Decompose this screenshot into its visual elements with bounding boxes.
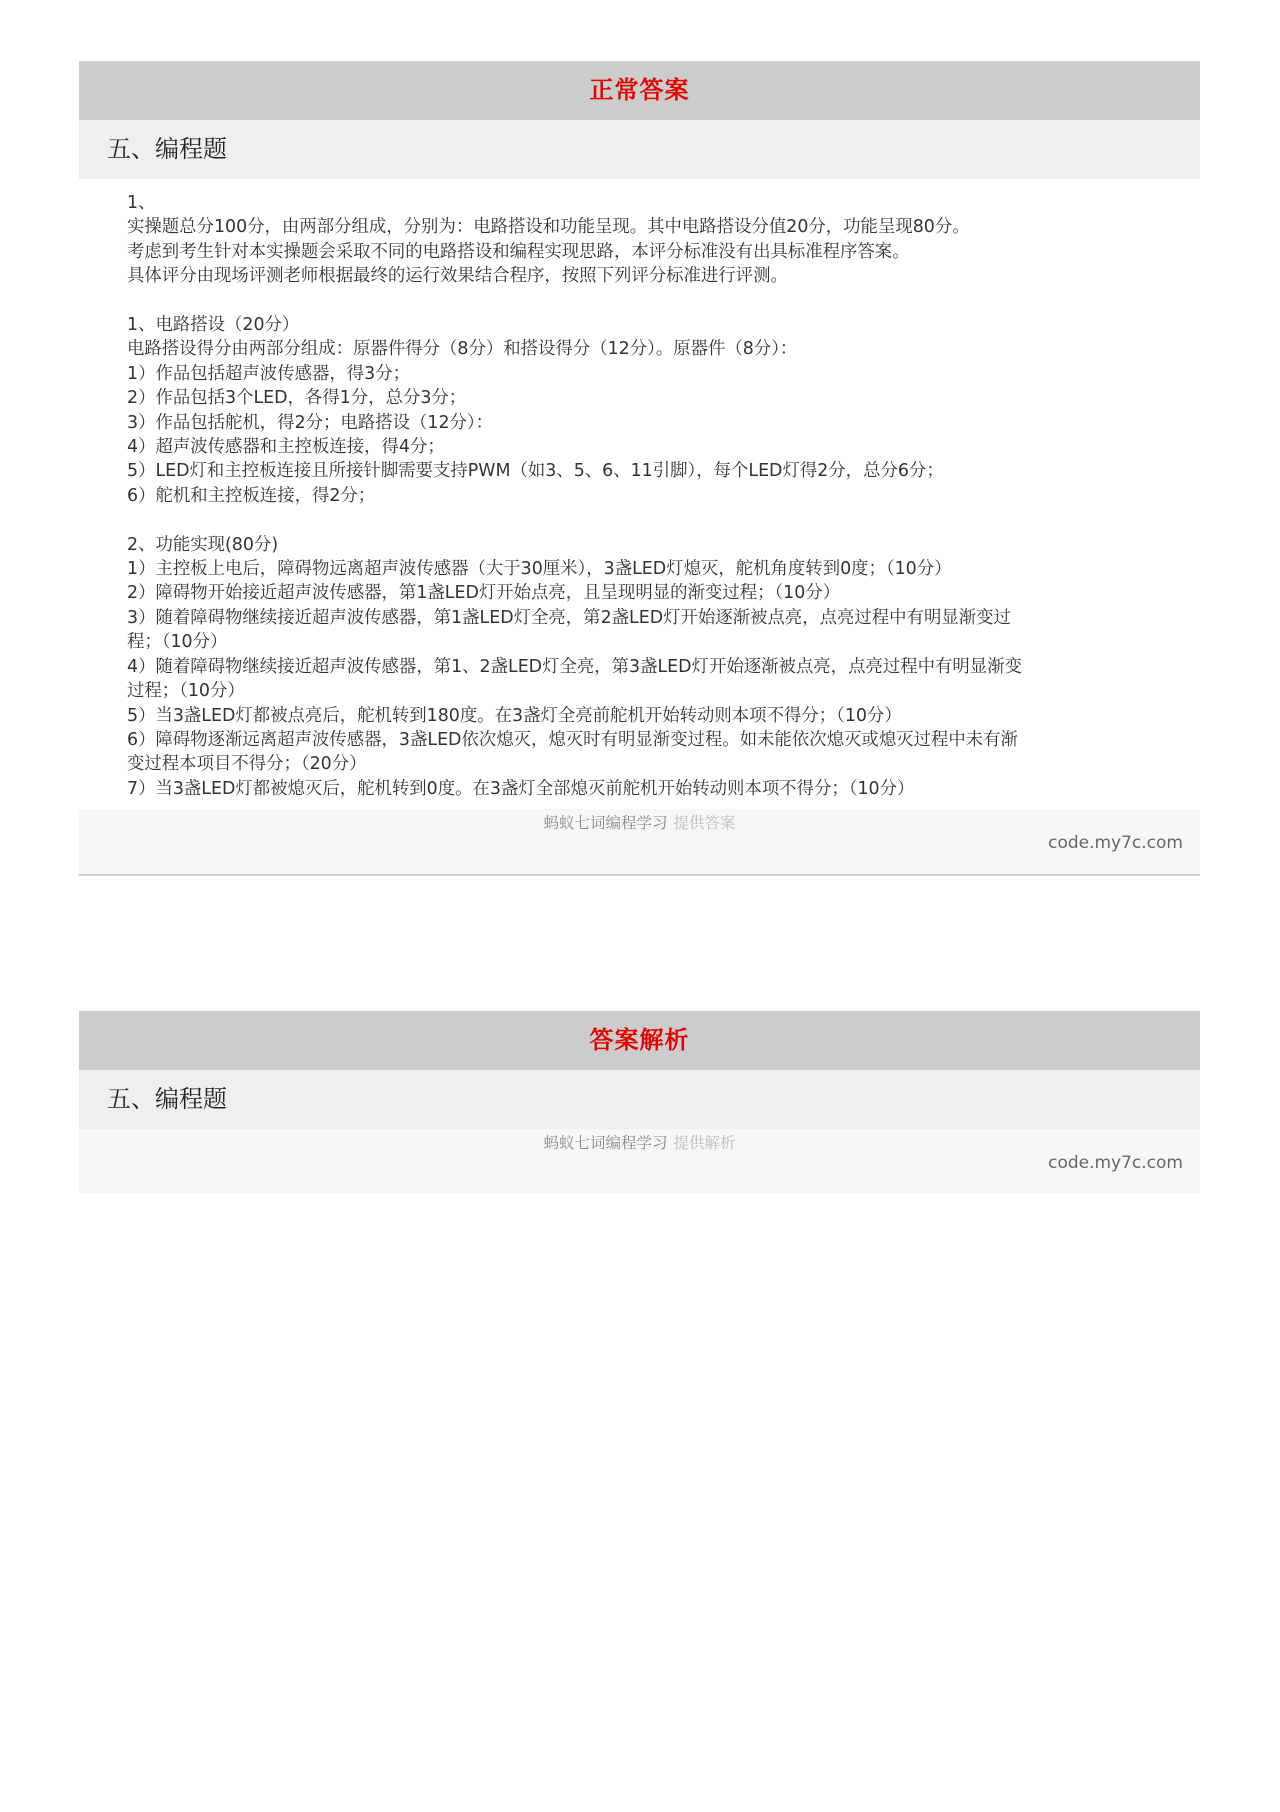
answer-line: 4）随着障碍物继续接近超声波传感器，第1、2盏LED灯全亮，第3盏LED灯开始逐渐被点亮，点亮过程中有明显渐变 — [127, 656, 1022, 677]
answer-title-band: 正常答案 — [79, 61, 1200, 120]
answer-line: 1）主控板上电后，障碍物远离超声波传感器（大于30厘米），3盏LED灯熄灭，舵机角度转到0度；（10分） — [127, 559, 952, 580]
answer-credit-suffix: 提供答案 — [673, 814, 736, 833]
analysis-section-heading: 五、编程题 — [79, 1070, 1200, 1129]
analysis-title-band: 答案解析 — [79, 1011, 1200, 1070]
answer-line: 5）当3盏LED灯都被点亮后，舵机转到180度。在3盏灯全亮前舵机开始转动则本项不得分；（10分） — [127, 705, 902, 726]
answer-footer — [79, 809, 1200, 876]
answer-credit — [79, 811, 1200, 833]
answer-line: 1、电路搭设（20分） — [127, 315, 300, 336]
answer-line: 具体评分由现场评测老师根据最终的运行效果结合程序，按照下列评分标准进行评测。 — [127, 266, 788, 287]
answer-line: 考虑到考生针对本实操题会采取不同的电路搭设和编程实现思路，本评分标准没有出具标准程序答案。 — [127, 241, 910, 262]
answer-line: 5）LED灯和主控板连接且所接针脚需要支持PWM（如3、5、6、11引脚），每个LED灯得2分，总分6分； — [127, 461, 944, 482]
answer-line: 过程；（10分） — [127, 681, 245, 702]
answer-line: 7）当3盏LED灯都被熄灭后，舵机转到0度。在3盏灯全部熄灭前舵机开始转动则本项不得分；（10分） — [127, 778, 915, 799]
analysis-section — [79, 1011, 1200, 1193]
answer-section — [79, 61, 1200, 876]
answer-content — [79, 179, 1200, 809]
answer-line: 4）超声波传感器和主控板连接，得4分； — [127, 437, 445, 458]
analysis-footer — [79, 1129, 1200, 1193]
answer-line: 2、功能实现(80分) — [127, 534, 279, 555]
answer-line: 2）作品包括3个LED，各得1分，总分3分； — [127, 388, 467, 409]
answer-line — [127, 289, 1200, 313]
answer-line: 6）舵机和主控板连接，得2分； — [127, 485, 376, 506]
analysis-credit — [79, 1131, 1200, 1153]
answer-line: 实操题总分100分，由两部分组成，分别为：电路搭设和功能呈现。其中电路搭设分值20分，功能呈现80分。 — [127, 217, 970, 238]
answer-line: 1）作品包括超声波传感器，得3分； — [127, 363, 410, 384]
analysis-credit-suffix: 提供解析 — [673, 1134, 736, 1152]
answer-site-link[interactable]: code.my7c.com — [1048, 833, 1183, 854]
answer-line: 6）障碍物逐渐远离超声波传感器，3盏LED依次熄灭，熄灭时有明显渐变过程。如未能依次熄灭或熄灭过程中未有渐 — [127, 729, 1018, 750]
answer-line: 变过程本项目不得分；（20分） — [127, 754, 367, 775]
answer-line — [127, 508, 1200, 532]
analysis-site-link[interactable]: code.my7c.com — [1048, 1153, 1183, 1173]
answer-line: 电路搭设得分由两部分组成：原器件得分（8分）和搭设得分（12分）。原器件（8分）： — [127, 339, 798, 360]
answer-line: 1、 — [127, 193, 156, 213]
answer-line: 2）障碍物开始接近超声波传感器，第1盏LED灯开始点亮，且呈现明显的渐变过程；（10分） — [127, 583, 841, 604]
answer-line: 程；（10分） — [127, 632, 228, 653]
analysis-credit-name: 蚂蚁七词编程学习 — [543, 1134, 668, 1152]
answer-line: 3）作品包括舵机，得2分；电路搭设（12分）： — [127, 412, 493, 433]
answer-line: 3）随着障碍物继续接近超声波传感器，第1盏LED灯全亮，第2盏LED灯开始逐渐被点亮，点亮过程中有明显渐变过 — [127, 607, 1011, 628]
answer-credit-name: 蚂蚁七词编程学习 — [543, 814, 668, 833]
answer-section-heading: 五、编程题 — [79, 120, 1200, 179]
